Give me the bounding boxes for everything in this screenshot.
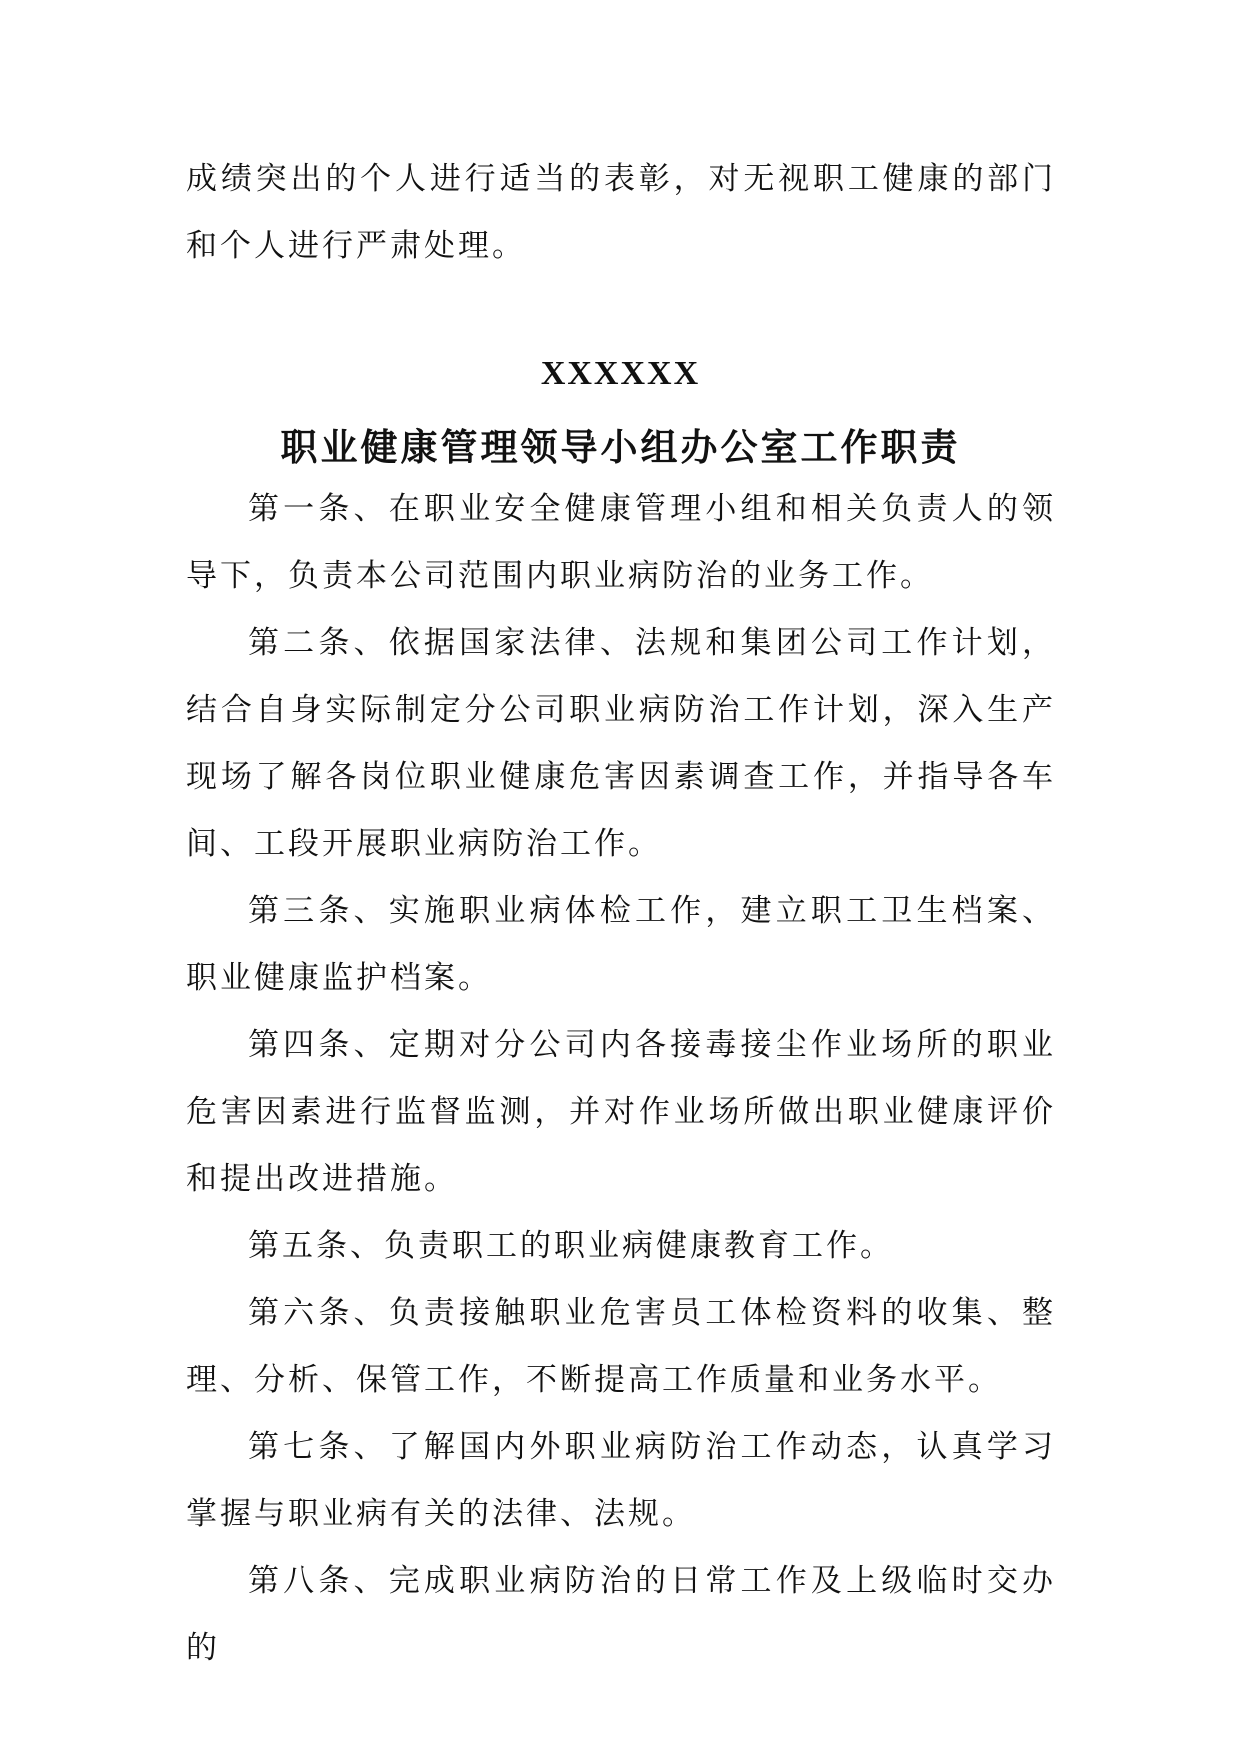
article-5: 第五条、负责职工的职业病健康教育工作。 (248, 1228, 894, 1264)
intro-paragraph: 成绩突出的个人进行适当的表彰，对无视职工健康的部门和个人进行严肃处理。 (186, 161, 1056, 264)
article-6: 第六条、负责接触职业危害员工体检资料的收集、整理、分析、保管工作，不断提高工作质量和业务水平。 (186, 1295, 1056, 1398)
document-code-title: XXXXXX (540, 355, 701, 392)
article-3: 第三条、实施职业病体检工作，建立职工卫生档案、职业健康监护档案。 (186, 893, 1056, 996)
article-8: 第八条、完成职业病防治的日常工作及上级临时交办的 (186, 1563, 1056, 1666)
articles-list (186, 476, 1056, 1682)
document-main-title: 职业健康管理领导小组办公室工作职责 (280, 426, 961, 469)
intro-paragraph-block (186, 146, 1056, 280)
article-1: 第一条、在职业安全健康管理小组和相关负责人的领导下，负责本公司范围内职业病防治的业务工作。 (186, 491, 1056, 594)
article-4: 第四条、定期对分公司内各接毒接尘作业场所的职业危害因素进行监督监测，并对作业场所做出职业健康评价和提出改进措施。 (186, 1027, 1056, 1197)
article-7: 第七条、了解国内外职业病防治工作动态，认真学习掌握与职业病有关的法律、法规。 (186, 1429, 1056, 1532)
article-2: 第二条、依据国家法律、法规和集团公司工作计划，结合自身实际制定分公司职业病防治工作计划，深入生产现场了解各岗位职业健康危害因素调查工作，并指导各车间、工段开展职业病防治工作。 (186, 625, 1056, 862)
